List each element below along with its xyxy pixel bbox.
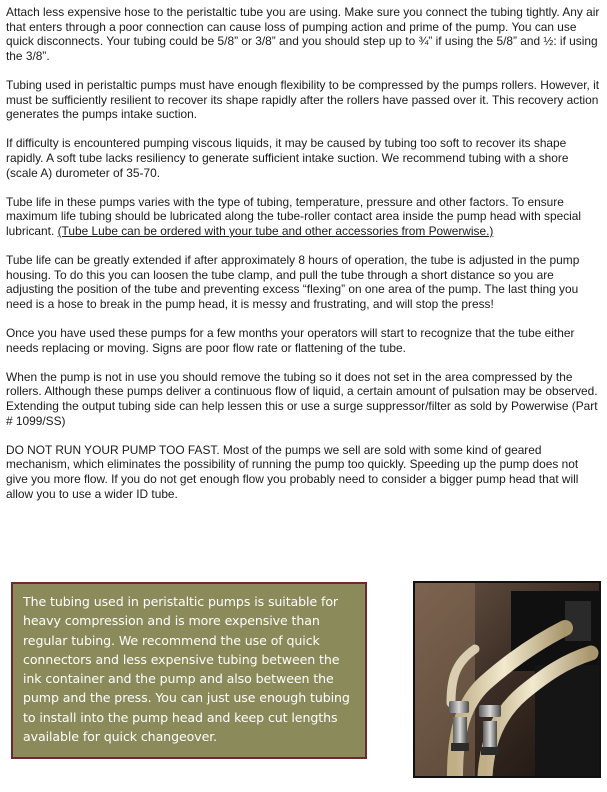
paragraph-remove-tubing: When the pump is not in use you should remove the tubing so it does not set in the area compressed by the rollers. Although these pumps deliver a continuous flow of liquid, a certain amount of pulsation may be observed. Extending the output tubing side can help lessen this or use a surge suppressor/filter as sold by Powerwise (Part # 1099/SS) xyxy=(6,369,598,428)
tube-life-text: Tube life in these pumps varies with the type of tubing, temperature, pressure and other factors. To ensure maximum life tubing should be lubricated along the tube-roller contact area inside the pump head with special lubricant. xyxy=(6,194,582,238)
tubing-callout-box xyxy=(11,582,367,759)
paragraph-tube-adjustment: Tube life can be greatly extended if after approximately 8 hours of operation, the tube is adjusted in the pump housing. To do this you can loosen the tube clamp, and pull the tube through a short distance so you are adjusting the position of the tube and preventing excess “flexing” on one area of the pump. The last thing you need is a hose to break in the pump head, it is messy and frustrating, and will stop the press! xyxy=(6,253,580,311)
paragraph-operator-recognition: Once you have used these pumps for a few months your operators will start to recognize that the tube either needs replacing or moving. Signs are poor flow rate or flattening of the tube. xyxy=(6,326,575,355)
pump-tubing-illustration xyxy=(415,583,599,776)
paragraph-tube-flexibility: Tubing used in peristaltic pumps must have enough flexibility to be compressed by the pumps rollers. However, it must be sufficiently resilient to recover its shape rapidly after the rollers have passed over it. This recovery action generates the pumps intake suction. xyxy=(6,77,600,122)
paragraph-hose-connection: Attach less expensive hose to the peristaltic tube you are using. Make sure you connect the tubing tightly. Any air that enters through a poor connection can cause loss of pumping action and prime of the pump. You can use quick disconnects. Your tubing could be 5/8” or 3/8” and you should step up to ¾” if using the 5/8” and ½: if using the 3/8”. xyxy=(6,5,600,63)
paragraph-viscous-liquids: If difficulty is encountered pumping viscous liquids, it may be caused by tubing too soft to recover its shape rapidly. A soft tube lacks resiliency to generate sufficient intake suction. We recommend tubing with a shore (scale A) durometer of 35-70. xyxy=(6,136,569,180)
paragraph-tube-life xyxy=(6,195,603,239)
paragraph-pump-speed: DO NOT RUN YOUR PUMP TOO FAST. Most of the pumps we sell are sold with some kind of geared mechanism, which eliminates the possibility of running the pump too quickly. Speeding up the pump does not give you more flow. If you do not get enough flow you probably need to consider a bigger pump head that will allow you to use a wider ID tube. xyxy=(6,442,579,501)
pump-tubing-photo xyxy=(413,581,601,778)
tube-lube-order-note: (Tube Lube can be ordered with your tube and other accessories from Powerwise.) xyxy=(57,223,494,238)
callout-text: The tubing used in peristaltic pumps is suitable for heavy compression and is more expensive than regular tubing. We recommend the use of quick connectors and less expensive tubing between the ink container and the pump and also between the pump and the press. You can just use enough tubing to install into the pump head and keep cut lengths available for quick changeover. xyxy=(23,594,350,745)
article-body xyxy=(6,5,603,516)
